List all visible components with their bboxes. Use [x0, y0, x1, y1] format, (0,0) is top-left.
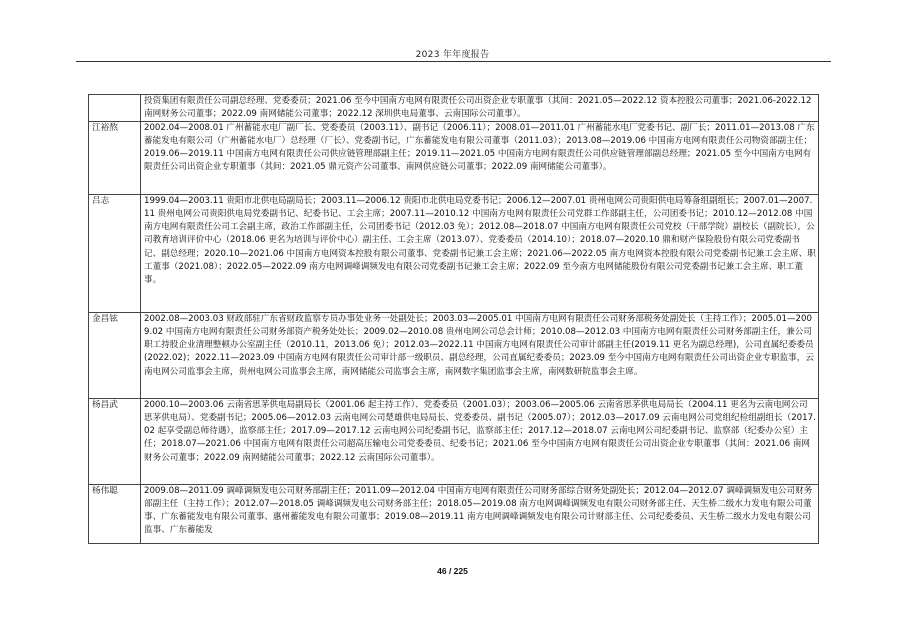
page-number: 46 / 225: [437, 566, 468, 576]
resume-text-cell: 2002.08—2003.03 财政部驻广东省财政监察专员办事处业务一处副处长；2003.03—2005.01 中国南方电网有限责任公司财务部税务处副处长（主持工作）；2005.01—2009.02 中国南方电网有限责任公司财务部资产税务处处长；2009.02—2010.08 贵州电网公司总会计师；2010.08—2012.03 中国南方电网有限责任公司财务部副主任，兼公司职工持股企业清理整顿办公室副主任（2010.11，2013.06 免）；2012.03—2022.11 中国南方电网有限责任公司审计部副主任(2019.11 更名为副总经理)，公司直属纪委委员(2022.02)；2022.11—2023.09 中国南方电网有限责任公司审计部一级职员、副总经理，公司直属纪委委员；2023.09 至今中国南方电网有限责任公司出资企业专职监事，云南电网公司监事会主席，贵州电网公司监事会主席，南网储能公司监事会主席，南网数字集团监事会主席，南网数研院监事会主席。: [141, 313, 819, 399]
report-header-title: 2023 年年度报告: [415, 50, 490, 60]
table-row: [89, 195, 819, 313]
header-divider: [76, 61, 831, 62]
person-name-cell: 金昌铉: [89, 313, 141, 399]
director-resume-table: [88, 94, 819, 544]
table-row: [89, 95, 819, 122]
resume-text-cell: 投资集团有限责任公司副总经理、党委委员；2021.06 至今中国南方电网有限责任公司出资企业专职董事（其间：2021.05—2022.12 资本控股公司董事；2021.06-2022.12 南网财务公司董事；2022.09 南网储能公司董事；2022.12 深圳供电局董事、云南国际公司董事）。: [141, 95, 819, 122]
resume-text-cell: 2000.10—2003.06 云南省思茅供电局副局长（2001.06 起主持工作）、党委委员（2001.03）；2003.06—2005.06 云南省思茅供电局局长（2004.11 更名为云南电网公司思茅供电局）、党委副书记；2005.06—2012.03 云南电网公司楚雄供电局局长、党委委员、副书记（2005.07）；2012.03—2017.09 云南电网公司党组纪检组副组长（2017.02 起享受副总师待遇），监察部主任；2017.09—2017.12 云南电网公司纪委副书记，监察部主任；2017.12—2018.07 云南电网公司纪委副书记、监察部（纪委办公室）主任；2018.07—2021.06 中国南方电网有限责任公司超高压输电公司党委委员、纪委书记；2021.06 至今中国南方电网有限责任公司出资企业专职董事（其间：2021.06 南网财务公司董事；2022.09 南网储能公司董事；2022.12 云南国际公司董事）。: [141, 399, 819, 485]
person-name-cell: 杨昌武: [89, 399, 141, 485]
resume-text-cell: 1999.04—2003.11 贵阳市北供电局副局长；2003.11—2006.12 贵阳市北供电局党委书记；2006.12—2007.01 贵州电网公司贵阳供电局筹备组副组长；2007.01—2007.11 贵州电网公司贵阳供电局党委副书记、纪委书记、工会主席；2007.11—2010.12 中国南方电网有限责任公司党群工作部副主任，公司团委书记；2010.12—2012.08 中国南方电网有限责任公司工会副主席，政治工作部副主任，公司团委书记（2012.03 免）；2012.08—2018.07 中国南方电网有限责任公司党校（干部学院）副校长（副院长），公司教育培训评价中心（2018.06 更名为培训与评价中心）副主任、工会主席（2013.07）、党委委员（2014.10）；2018.07—2020.10 鼎和财产保险股份有限公司党委副书记、副总经理；2020.10—2021.06 中国南方电网资本控股有限公司董事、党委副书记兼工会主席；2021.06—2022.05 南方电网资本控股有限公司党委副书记兼工会主席、职工董事（2021.08）；2022.05—2022.09 南方电网调峰调频发电有限公司党委副书记兼工会主席；2022.09 至今南方电网储能股份有限公司党委副书记兼工会主席、职工董事。: [141, 195, 819, 313]
resume-text-cell: 2002.04—2008.01 广州蓄能水电厂副厂长、党委委员（2003.11）、副书记（2006.11）；2008.01—2011.01 广州蓄能水电厂党委书记、副厂长；2011.01—2013.08 广东蓄能发电有限公司（广州蓄能水电厂）总经理（厂长）、党委副书记，广东蓄能发电有限公司董事（2011.03）；2013.08—2019.06 中国南方电网有限责任公司物资部副主任；2019.06—2019.11 中国南方电网有限责任公司供应链管理部副主任；2019.11—2021.05 中国南方电网有限责任公司供应链管理部副总经理；2021.05 至今中国南方电网有限责任公司出资企业专职董事（其间：2021.05 鼎元资产公司董事、南网供应链公司董事；2022.09 南网储能公司董事）。: [141, 122, 819, 195]
person-name-cell: 江裕熬: [89, 122, 141, 195]
table-row: [89, 122, 819, 195]
person-name-cell: 吕志: [89, 195, 141, 313]
table-row: [89, 313, 819, 399]
table-row: [89, 485, 819, 544]
resume-text-cell: 2009.08—2011.09 调峰调频发电公司财务部副主任；2011.09—2012.04 中国南方电网有限责任公司财务部综合财务处副处长；2012.04—2012.07 调峰调频发电公司财务部副主任（主持工作）；2012.07—2018.05 调峰调频发电公司财务部主任；2018.05—2019.08 南方电网调峰调频发电有限公司财务部主任、天生桥二级水力发电有限公司董事、广东蓄能发电有限公司董事、惠州蓄能发电有限公司董事；2019.08—2019.11 南方电网调峰调频发电有限公司计财部主任、公司纪委委员、天生桥二级水力发电有限公司监事、广东蓄能发: [141, 485, 819, 544]
person-name-cell: [89, 95, 141, 122]
table-row: [89, 399, 819, 485]
person-name-cell: 杨伟聪: [89, 485, 141, 544]
